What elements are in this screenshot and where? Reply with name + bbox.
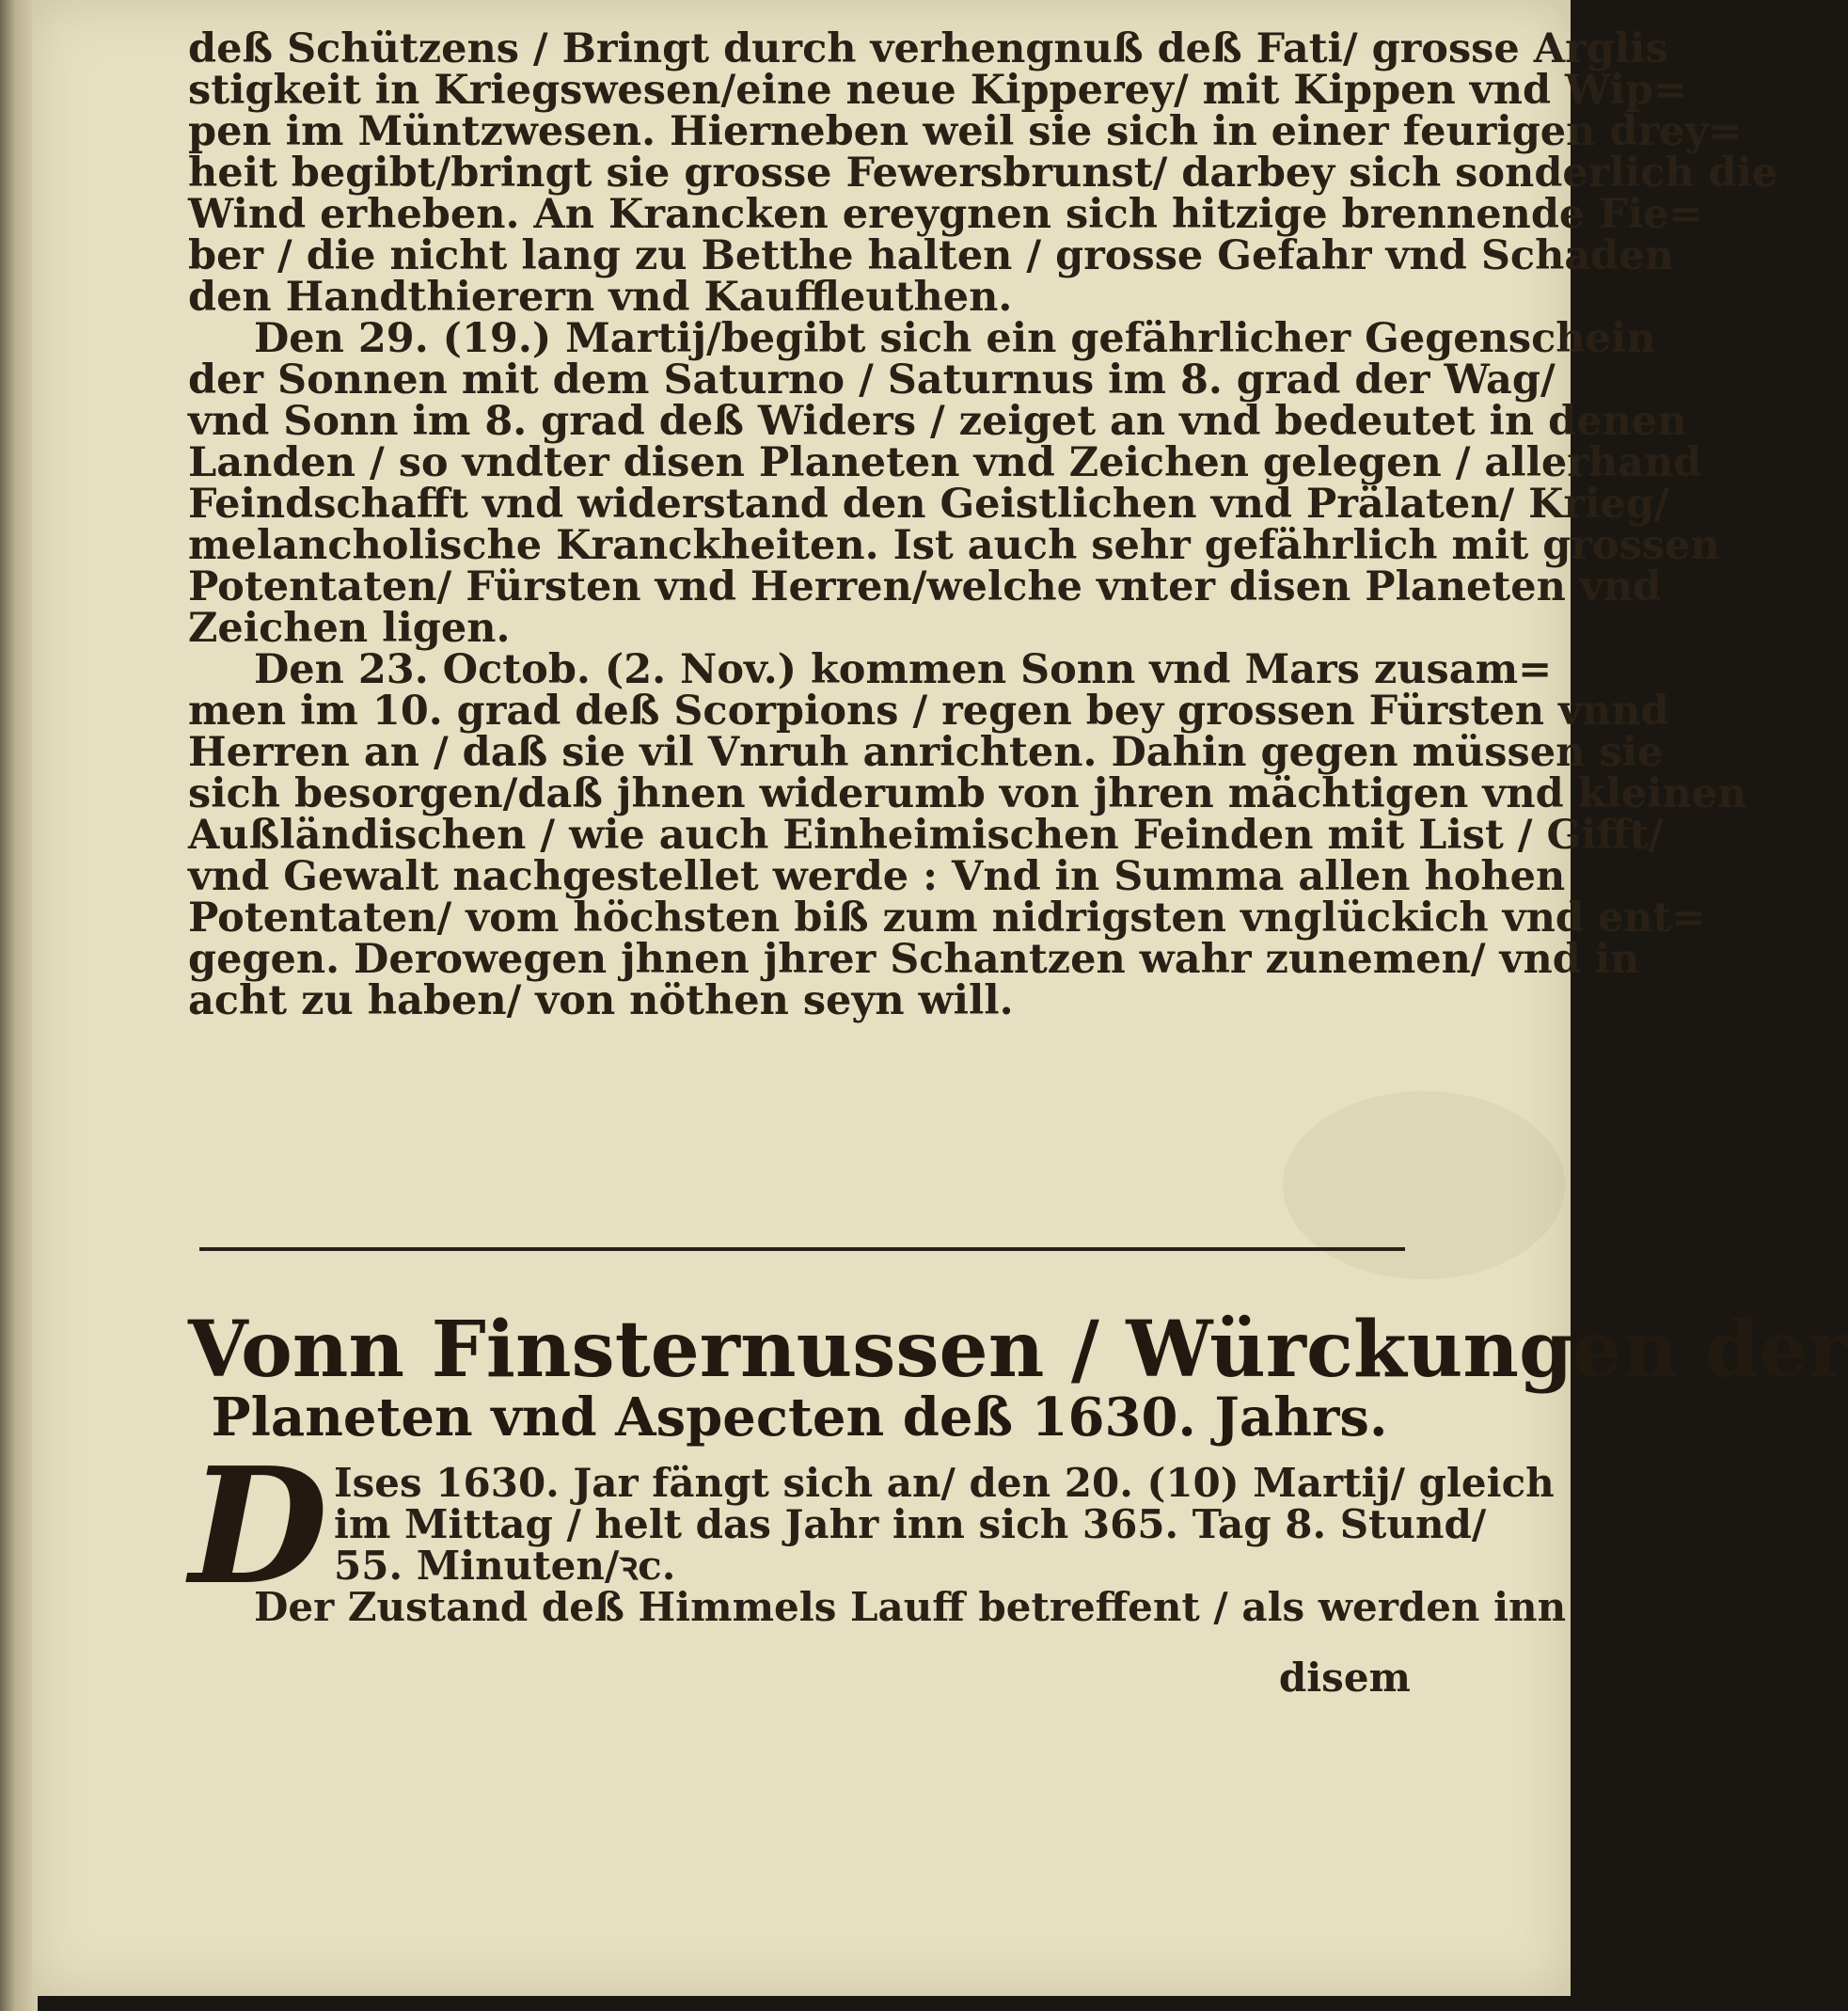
text-line: Wind erheben. An Krancken ereygnen sich hitzige brennende Fie=	[188, 191, 1703, 238]
text-line: deß Schützens / Bringt durch verhengnuß deß Fati/ grosse Arglis	[188, 25, 1668, 72]
text-line: Herren an / daß sie vil Vnruh anrichten. Dahin gegen müssen sie	[188, 729, 1664, 776]
section-subheading: Planeten vnd Aspecten deß 1630. Jahrs.	[211, 1386, 1388, 1449]
text-line: im Mittag / helt das Jahr inn sich 365. Tag 8. Stund/	[334, 1501, 1487, 1547]
catchword: disem	[1278, 1655, 1411, 1701]
text-line: 55. Minuten/ꝛc.	[334, 1543, 676, 1589]
text-line: stigkeit in Kriegswesen/eine neue Kipperey/ mit Kippen vnd Wip=	[188, 67, 1687, 114]
text-line: vnd Sonn im 8. grad deß Widers / zeiget an vnd bedeutet in denen	[188, 398, 1687, 445]
text-block-upper	[188, 25, 1778, 1024]
text-line: men im 10. grad deß Scorpions / regen bey grossen Fürsten vnnd	[188, 688, 1669, 735]
section-heading: Vonn Finsternussen / Würckungen der	[188, 1305, 1848, 1395]
drop-cap: D	[189, 1433, 328, 1621]
section-divider	[199, 1247, 1405, 1251]
text-line: sich besorgen/daß jhnen widerumb von jhren mächtigen vnd kleinen	[188, 770, 1747, 817]
text-block-lower	[188, 1584, 1567, 1630]
text-line: Potentaten/ Fürsten vnd Herren/welche vnter disen Planeten vnd	[188, 563, 1662, 610]
text-line: gegen. Derowegen jhnen jhrer Schantzen wahr zunemen/ vnd in	[188, 936, 1640, 983]
text-line: Feindschafft vnd widerstand den Geistlichen vnd Prälaten/ Krieg/	[188, 481, 1669, 528]
text-line: Zeichen ligen.	[188, 605, 511, 652]
text-line: Ises 1630. Jar fängt sich an/ den 20. (10) Martij/ gleich	[334, 1460, 1555, 1506]
text-line: ber / die nicht lang zu Betthe halten / grosse Gefahr vnd Schaden	[188, 232, 1674, 279]
text-line: vnd Gewalt nachgestellet werde : Vnd in Summa allen hohen	[188, 853, 1566, 900]
text-line: acht zu haben/ von nöthen seyn will.	[188, 977, 1014, 1024]
text-line: Landen / so vndter disen Planeten vnd Zeichen gelegen / allerhand	[188, 439, 1702, 486]
text-line: Potentaten/ vom höchsten biß zum nidrigsten vnglückich vnd ent=	[188, 895, 1706, 942]
text-line: heit begibt/bringt sie grosse Fewersbrunst/ darbey sich sonderlich die	[188, 150, 1778, 197]
text-line: Den 23. Octob. (2. Nov.) kommen Sonn vnd Mars zusam=	[254, 646, 1553, 693]
text-line: der Sonnen mit dem Saturno / Saturnus im 8. grad der Wag/	[188, 356, 1556, 404]
text-block-intro	[334, 1460, 1555, 1589]
text-line: melancholische Kranckheiten. Ist auch sehr gefährlich mit grossen	[188, 522, 1720, 569]
text-line: pen im Müntzwesen. Hierneben weil sie sich in einer feurigen drey=	[188, 108, 1743, 155]
text-line: den Handthierern vnd Kauffleuthen.	[188, 274, 1013, 321]
ink-show-through	[1283, 1091, 1565, 1279]
text-line: Außländischen / wie auch Einheimischen Feinden mit List / Gifft/	[188, 812, 1664, 859]
text-line: Der Zustand deß Himmels Lauff betreffent / als werden inn	[254, 1584, 1567, 1630]
text-line: Den 29. (19.) Martij/begibt sich ein gefährlicher Gegenschein	[254, 315, 1656, 362]
